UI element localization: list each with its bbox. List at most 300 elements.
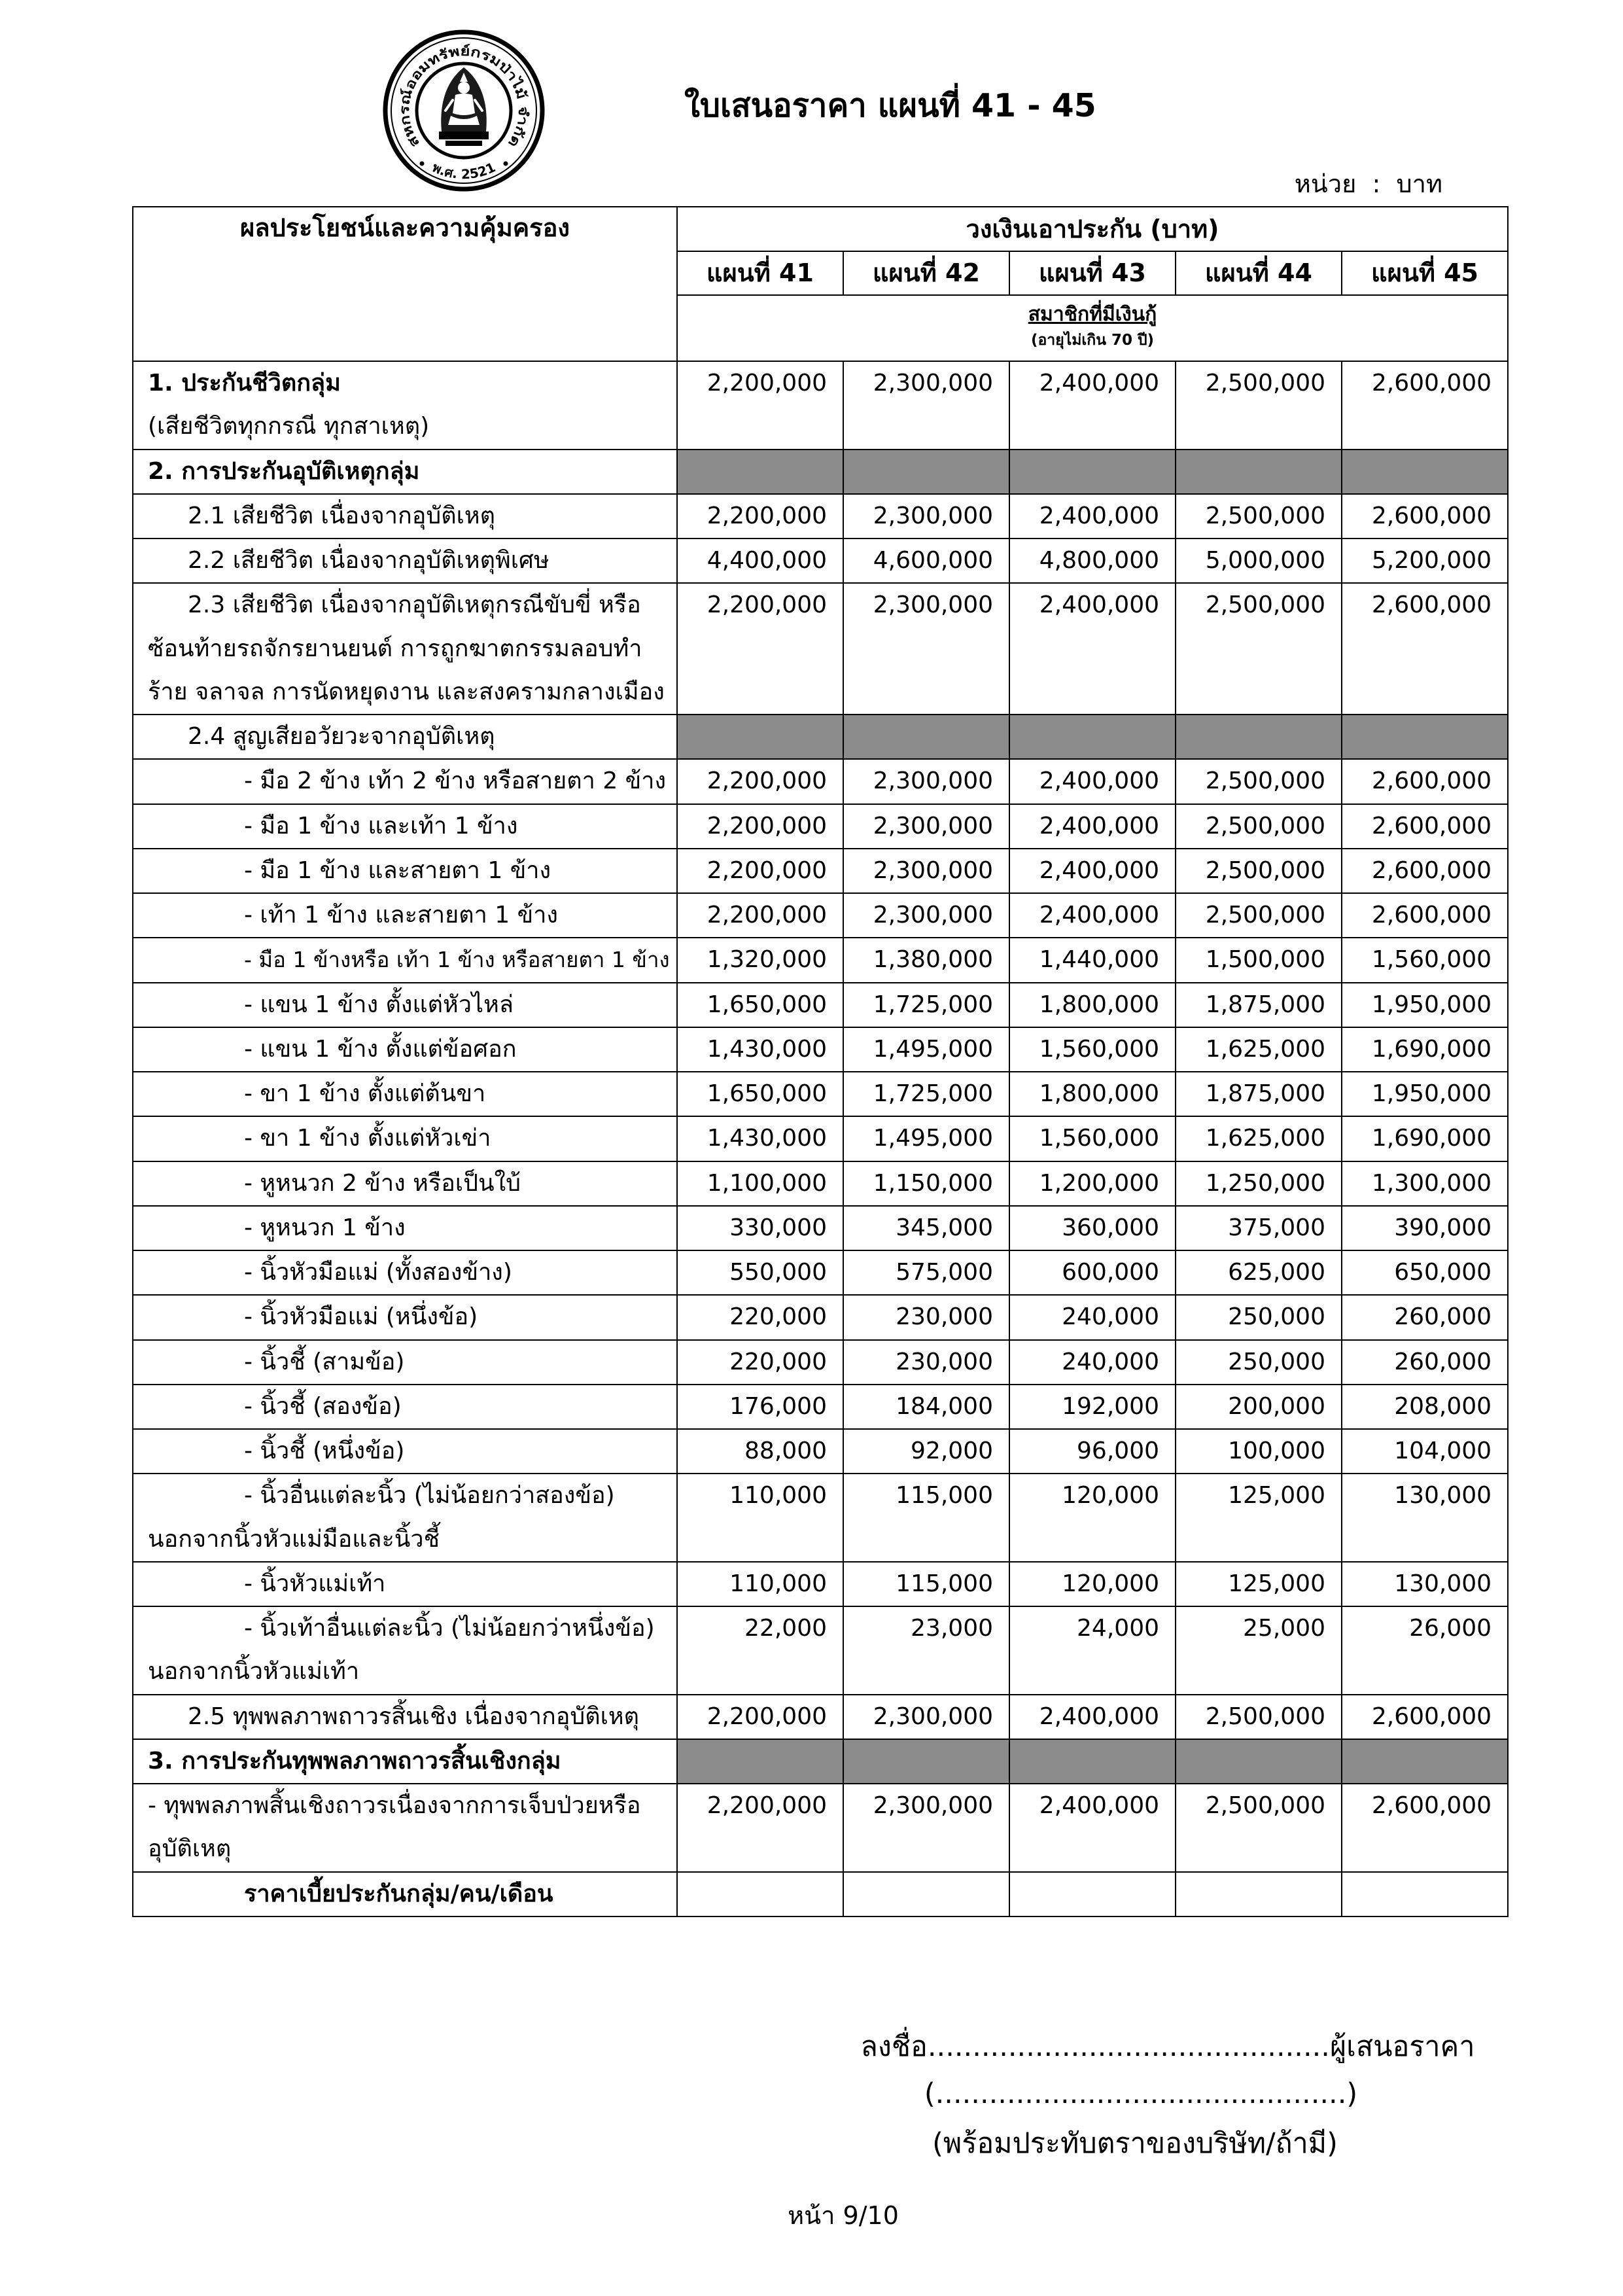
plan-value-cell [843,1606,1009,1695]
plan-value-cell [843,539,1009,583]
coverage-label: - มือ 2 ข้าง เท้า 2 ข้าง หรือสายตา 2 ข้าง [244,768,667,795]
sum-insured-value: 4,800,000 [1039,547,1159,574]
sum-insured-value: 2,600,000 [1371,370,1492,397]
plan-value-cell [1176,1340,1342,1385]
plan-value-cell [843,1429,1009,1474]
unit-label: หน่วย : บาท [1294,169,1442,198]
plan-value-cell [677,1429,843,1474]
plan-value-cell [1342,1606,1508,1695]
plan-value-cell [1009,361,1176,450]
table-row [133,1250,1508,1295]
table-row [133,583,1508,715]
plan-value-cell [677,849,843,893]
coverage-label: 2.1 เสียชีวิต เนื่องจากอุบัติเหตุ [188,502,496,529]
table-row [133,539,1508,583]
sum-insured-value: 1,690,000 [1371,1035,1492,1063]
plan-value-cell [1342,361,1508,450]
sum-insured-value: 1,725,000 [873,1080,993,1107]
sum-insured-value: 2,300,000 [873,592,993,619]
plan-value-cell [843,938,1009,982]
sum-insured-value: 1,950,000 [1371,1080,1492,1107]
plan-value-cell [677,1872,843,1916]
table-row [133,1206,1508,1250]
sum-insured-value: 110,000 [729,1482,827,1510]
plan-value-cell [677,938,843,982]
coverage-cell [133,494,677,539]
sum-insured-value: 100,000 [1228,1438,1325,1464]
sum-insured-value: 360,000 [1062,1214,1159,1241]
plan-value-cell [1342,759,1508,804]
sum-insured-value: 2,400,000 [1039,768,1159,795]
plan-value-cell [1009,1027,1176,1072]
coverage-label-continuation: อุบัติเหตุ [148,1835,232,1863]
plan-value-cell [1176,804,1342,849]
logo-ring-text: สหกรณ์ออมทรัพย์กรมป่าไม้ จำกัด [396,43,532,150]
coverage-cell [133,1385,677,1429]
logo-dot [504,162,508,166]
plan-value-cell [1009,1562,1176,1606]
sum-insured-value: 1,430,000 [707,1125,827,1152]
plan-value-cell [1176,893,1342,938]
plan-value-cell [677,804,843,849]
sum-insured-value: 330,000 [729,1214,827,1241]
coverage-label: - นิ้วหัวมือแม่ (หนึ่งข้อ) [244,1303,478,1331]
sum-insured-value: 2,300,000 [873,1792,993,1819]
plan-value-cell [1009,1872,1176,1916]
sum-insured-value: 1,560,000 [1371,946,1492,974]
sum-insured-value: 22,000 [744,1615,827,1642]
table-row [133,715,1508,759]
sum-insured-value: 250,000 [1228,1303,1325,1331]
plan-value-cell [677,893,843,938]
plan-value-cell [843,1739,1009,1784]
plan-value-cell [677,1385,843,1429]
plan-value-cell [677,583,843,715]
sum-insured-value: 240,000 [1062,1303,1159,1331]
sum-insured-value: 2,500,000 [1205,812,1325,839]
plan-value-cell [1009,1474,1176,1562]
sum-insured-value: 2,500,000 [1205,1792,1325,1819]
plan-value-cell [1342,715,1508,759]
sum-insured-value: 2,300,000 [873,812,993,839]
plan-value-cell [1176,1385,1342,1429]
coverage-label-continuation: ซ้อนท้ายรถจักรยานยนต์ การถูกฆาตกรรมลอบทำ [148,635,642,662]
sum-insured-value: 115,000 [896,1482,993,1510]
plan-value-cell [843,1072,1009,1116]
plan-value-cell [1342,1206,1508,1250]
member-group-label: สมาชิกที่มีเงินกู้ [1028,303,1157,326]
coverage-label: - นิ้วหัวมือแม่ (ทั้งสองข้าง) [244,1259,512,1286]
plan-value-cell [1176,1027,1342,1072]
plan-value-cell [1009,450,1176,494]
sum-insured-value: 1,200,000 [1039,1169,1159,1197]
coverage-label: - ขา 1 ข้าง ตั้งแต่หัวเข่า [244,1125,491,1152]
table-row [133,1116,1508,1161]
coverage-label: 2.5 ทุพพลภาพถาวรสิ้นเชิง เนื่องจากอุบัติเหตุ [188,1703,640,1730]
plan-header [1009,251,1176,295]
sum-insured-value: 1,560,000 [1039,1035,1159,1063]
coverage-label: ราคาเบี้ยประกันกลุ่ม/คน/เดือน [244,1880,553,1907]
sum-insured-value: 2,200,000 [707,502,827,529]
sum-insured-value: 125,000 [1228,1570,1325,1597]
plan-value-cell [1342,1116,1508,1161]
plan-value-cell [843,1784,1009,1872]
plan-value-cell [1009,1695,1176,1739]
plan-value-cell [1009,1206,1176,1250]
sum-insured-value: 2,500,000 [1205,857,1325,884]
cooperative-logo [383,29,545,192]
plan-value-cell [843,1161,1009,1206]
sum-insured-value: 2,400,000 [1039,1792,1159,1819]
plan-value-cell [1009,983,1176,1027]
plan-value-cell [677,715,843,759]
plan-value-cell [1009,804,1176,849]
table-row [133,938,1508,982]
plan-value-cell [1176,759,1342,804]
coverage-cell [133,1027,677,1072]
plan-value-cell [1342,539,1508,583]
plan-value-cell [1176,361,1342,450]
sum-insured-value: 2,400,000 [1039,1703,1159,1730]
plan-value-cell [1009,1606,1176,1695]
plan-value-cell [1176,583,1342,715]
table-row [133,1385,1508,1429]
plan-value-cell [1176,1116,1342,1161]
plan-value-cell [1176,849,1342,893]
plan-value-cell [1176,938,1342,982]
plan-value-cell [1342,1027,1508,1072]
sum-insured-value: 2,400,000 [1039,902,1159,928]
plan-value-cell [843,494,1009,539]
plan-header [843,251,1009,295]
plan-label: แผนที่ 41 [707,258,814,287]
company-stamp-note: (พร้อมประทับตราของบริษัท/ถ้ามี) [932,2127,1338,2160]
sum-insured-value: 2,200,000 [707,592,827,619]
table-row [133,450,1508,494]
coverage-label: - มือ 1 ข้าง และสายตา 1 ข้าง [244,857,551,884]
plan-value-cell [843,1872,1009,1916]
plan-value-cell [1342,893,1508,938]
coverage-cell [133,849,677,893]
plan-value-cell [1176,1784,1342,1872]
plan-value-cell [1342,494,1508,539]
plan-value-cell [1009,893,1176,938]
plan-label: แผนที่ 43 [1039,258,1146,287]
coverage-label: - นิ้วเท้าอื่นแต่ละนิ้ว (ไม่น้อยกว่าหนึ่งข้อ) [244,1615,655,1642]
table-row [133,1695,1508,1739]
plan-value-cell [1009,494,1176,539]
sum-insured-value: 1,250,000 [1205,1169,1325,1197]
plan-value-cell [677,1161,843,1206]
sum-insured-value: 23,000 [911,1615,993,1642]
sum-insured-value: 2,300,000 [873,502,993,529]
plan-value-cell [1176,1695,1342,1739]
plan-value-cell [1342,1739,1508,1784]
coverage-cell [133,938,677,982]
sum-insured-value: 250,000 [1228,1348,1325,1375]
sum-insured-value: 220,000 [729,1348,827,1375]
table-row [133,1027,1508,1072]
plan-value-cell [843,1474,1009,1562]
table-row [133,849,1508,893]
sum-insured-value: 88,000 [744,1438,827,1464]
plan-value-cell [677,1295,843,1339]
sum-insured-value: 1,650,000 [707,991,827,1018]
sum-insured-label: วงเงินเอาประกัน (บาท) [966,215,1219,243]
logo-dot [420,162,425,166]
sum-insured-value: 2,600,000 [1371,857,1492,884]
plan-value-cell [843,804,1009,849]
sum-insured-value: 2,500,000 [1205,502,1325,529]
sum-insured-value: 2,600,000 [1371,768,1492,795]
plan-value-cell [1009,1116,1176,1161]
table-row [133,1474,1508,1562]
coverage-label: - แขน 1 ข้าง ตั้งแต่ข้อศอก [244,1035,517,1063]
coverage-label: - เท้า 1 ข้าง และสายตา 1 ข้าง [244,902,558,928]
plan-value-cell [1009,1250,1176,1295]
coverage-label: - นิ้วชี้ (สามข้อ) [244,1348,405,1375]
table-row [133,983,1508,1027]
sum-insured-value: 260,000 [1394,1348,1492,1375]
plan-value-cell [1342,849,1508,893]
table-row [133,494,1508,539]
plan-label: แผนที่ 44 [1205,258,1312,287]
plan-value-cell [843,1116,1009,1161]
coverage-cell [133,1116,677,1161]
sum-insured-value: 375,000 [1228,1214,1325,1241]
plan-value-cell [1342,1340,1508,1385]
coverage-label: 1. ประกันชีวิตกลุ่ม [148,370,341,397]
plan-value-cell [1009,759,1176,804]
sum-insured-value: 104,000 [1394,1438,1492,1464]
sum-insured-value: 1,625,000 [1205,1125,1325,1152]
plan-value-cell [677,1072,843,1116]
plan-value-cell [1342,1072,1508,1116]
plan-value-cell [1009,1072,1176,1116]
sum-insured-value: 2,200,000 [707,768,827,795]
sum-insured-value: 4,600,000 [873,547,993,574]
plan-value-cell [1009,1161,1176,1206]
signer-name-line: (..............................................) [924,2077,1358,2110]
plan-header [1342,251,1508,295]
plan-value-cell [1176,1072,1342,1116]
plan-value-cell [843,1340,1009,1385]
table-row [133,1606,1508,1695]
coverage-cell [133,450,677,494]
coverage-cell [133,759,677,804]
coverage-label: - นิ้วชี้ (หนึ่งข้อ) [244,1438,405,1464]
plan-value-cell [677,1474,843,1562]
plan-value-cell [1176,450,1342,494]
plan-value-cell [677,1695,843,1739]
sum-insured-value: 26,000 [1409,1615,1492,1642]
coverage-cell [133,983,677,1027]
coverage-label: 3. การประกันทุพพลภาพถาวรสิ้นเชิงกลุ่ม [148,1747,561,1775]
coverage-cell [133,1161,677,1206]
sum-insured-value: 1,500,000 [1205,946,1325,974]
sum-insured-value: 1,300,000 [1371,1169,1492,1197]
plan-value-cell [677,983,843,1027]
coverage-cell [133,583,677,715]
signature-line: ลงชื่อ.............................................ผู้เสนอราคา [860,2030,1475,2063]
plan-value-cell [1342,983,1508,1027]
table-row [133,1161,1508,1206]
coverage-label: - มือ 1 ข้าง และเท้า 1 ข้าง [244,812,518,839]
logo-year-text: พ.ศ. 2521 [430,159,498,183]
plan-header [677,251,843,295]
sum-insured-value: 1,875,000 [1205,991,1325,1018]
sum-insured-value: 230,000 [896,1348,993,1375]
plan-value-cell [1009,1429,1176,1474]
sum-insured-value: 5,200,000 [1371,547,1492,574]
table-row [133,1872,1508,1916]
coverage-label: - ขา 1 ข้าง ตั้งแต่ต้นขา [244,1080,486,1107]
plan-value-cell [1342,1385,1508,1429]
plan-value-cell [1342,804,1508,849]
plan-value-cell [1009,1739,1176,1784]
plan-value-cell [1342,1562,1508,1606]
sum-insured-value: 1,725,000 [873,991,993,1018]
coverage-cell [133,539,677,583]
coverage-cell [133,1340,677,1385]
sum-insured-value: 1,495,000 [873,1035,993,1063]
plan-value-cell [677,450,843,494]
sum-insured-value: 2,600,000 [1371,1792,1492,1819]
coverage-label: - นิ้วอื่นแต่ละนิ้ว (ไม่น้อยกว่าสองข้อ) [244,1482,615,1510]
plan-value-cell [1342,1250,1508,1295]
table-row [133,1429,1508,1474]
plan-value-cell [1009,1784,1176,1872]
coverage-label: - แขน 1 ข้าง ตั้งแต่หัวไหล่ [244,991,514,1018]
plan-value-cell [1176,715,1342,759]
coverage-cell [133,1206,677,1250]
coverage-cell [133,1562,677,1606]
sum-insured-value: 2,200,000 [707,370,827,397]
plan-value-cell [1342,1161,1508,1206]
plan-value-cell [677,1206,843,1250]
sum-insured-value: 1,495,000 [873,1125,993,1152]
plan-value-cell [843,759,1009,804]
plan-value-cell [1176,539,1342,583]
header-row [133,207,1508,251]
sum-insured-value: 115,000 [896,1570,993,1597]
coverage-table [132,206,1509,1917]
sum-insured-value: 1,100,000 [707,1169,827,1197]
member-age-condition: (อายุไม่เกิน 70 ปี) [1030,332,1155,349]
coverage-label: 2.2 เสียชีวิต เนื่องจากอุบัติเหตุพิเศษ [188,547,550,574]
plan-value-cell [1176,1872,1342,1916]
coverage-cell [133,1429,677,1474]
sum-insured-value: 208,000 [1394,1392,1492,1420]
plan-value-cell [1342,1872,1508,1916]
table-row [133,1072,1508,1116]
coverage-label: 2. การประกันอุบัติเหตุกลุ่ม [148,457,420,485]
sum-insured-value: 96,000 [1077,1438,1159,1464]
sum-insured-value: 2,400,000 [1039,370,1159,397]
sum-insured-value: 2,500,000 [1205,592,1325,619]
coverage-label-continuation: นอกจากนิ้วหัวแม่มือและนิ้วชี้ [148,1525,440,1553]
sum-insured-value: 2,600,000 [1371,812,1492,839]
sum-insured-value: 345,000 [896,1214,993,1241]
plan-value-cell [677,1116,843,1161]
plan-value-cell [677,759,843,804]
sum-insured-value: 390,000 [1394,1214,1492,1241]
coverage-column-header: ผลประโยชน์และความคุ้มครอง [133,207,677,361]
plan-value-cell [1176,1429,1342,1474]
plan-value-cell [843,849,1009,893]
plan-value-cell [1176,494,1342,539]
plan-value-cell [677,539,843,583]
sum-insured-value: 2,200,000 [707,812,827,839]
sum-insured-value: 575,000 [896,1259,993,1286]
sum-insured-value: 2,300,000 [873,370,993,397]
plan-value-cell [1176,1562,1342,1606]
plan-value-cell [1342,1784,1508,1872]
sum-insured-value: 2,300,000 [873,768,993,795]
coverage-label: 2.3 เสียชีวิต เนื่องจากอุบัติเหตุกรณีขับขี่ หรือ [188,592,641,619]
plan-value-cell [1342,938,1508,982]
coverage-cell [133,1739,677,1784]
sum-insured-value: 1,625,000 [1205,1035,1325,1063]
coverage-cell [133,1695,677,1739]
plan-value-cell [677,1739,843,1784]
sum-insured-value: 1,950,000 [1371,991,1492,1018]
sum-insured-value: 2,400,000 [1039,502,1159,529]
sum-insured-value: 4,400,000 [707,547,827,574]
plan-value-cell [1342,583,1508,715]
sum-insured-value: 92,000 [911,1438,993,1464]
plan-value-cell [843,583,1009,715]
coverage-cell [133,1295,677,1339]
table-row [133,361,1508,450]
coverage-label: 2.4 สูญเสียอวัยวะจากอุบัติเหตุ [188,723,495,750]
sum-insured-value: 2,400,000 [1039,812,1159,839]
table-row [133,1739,1508,1784]
sum-insured-value: 2,400,000 [1039,592,1159,619]
sum-insured-value: 220,000 [729,1303,827,1331]
sum-insured-value: 625,000 [1228,1259,1325,1286]
coverage-rows [133,361,1508,1916]
coverage-cell [133,1784,677,1872]
plan-value-cell [1176,1161,1342,1206]
plan-value-cell [843,1206,1009,1250]
sum-insured-value: 200,000 [1228,1392,1325,1420]
sum-insured-value: 2,500,000 [1205,1703,1325,1730]
plan-value-cell [1009,1385,1176,1429]
plan-value-cell [1009,1295,1176,1339]
plan-value-cell [843,715,1009,759]
sum-insured-value: 1,650,000 [707,1080,827,1107]
sum-insured-value: 2,300,000 [873,902,993,928]
plan-label: แผนที่ 45 [1371,258,1478,287]
sum-insured-value: 1,430,000 [707,1035,827,1063]
table-row [133,1562,1508,1606]
coverage-label: - หูหนวก 1 ข้าง [244,1214,406,1241]
sum-insured-value: 2,600,000 [1371,1703,1492,1730]
sum-insured-value: 650,000 [1394,1259,1492,1286]
sum-insured-value: 240,000 [1062,1348,1159,1375]
plan-value-cell [1342,1474,1508,1562]
coverage-cell [133,1250,677,1295]
plan-value-cell [1176,1739,1342,1784]
coverage-cell [133,1606,677,1695]
table-row [133,893,1508,938]
sum-insured-value: 230,000 [896,1303,993,1331]
sum-insured-value: 176,000 [729,1392,827,1420]
table-row [133,1340,1508,1385]
member-group-header [677,295,1508,361]
plan-value-cell [1176,983,1342,1027]
